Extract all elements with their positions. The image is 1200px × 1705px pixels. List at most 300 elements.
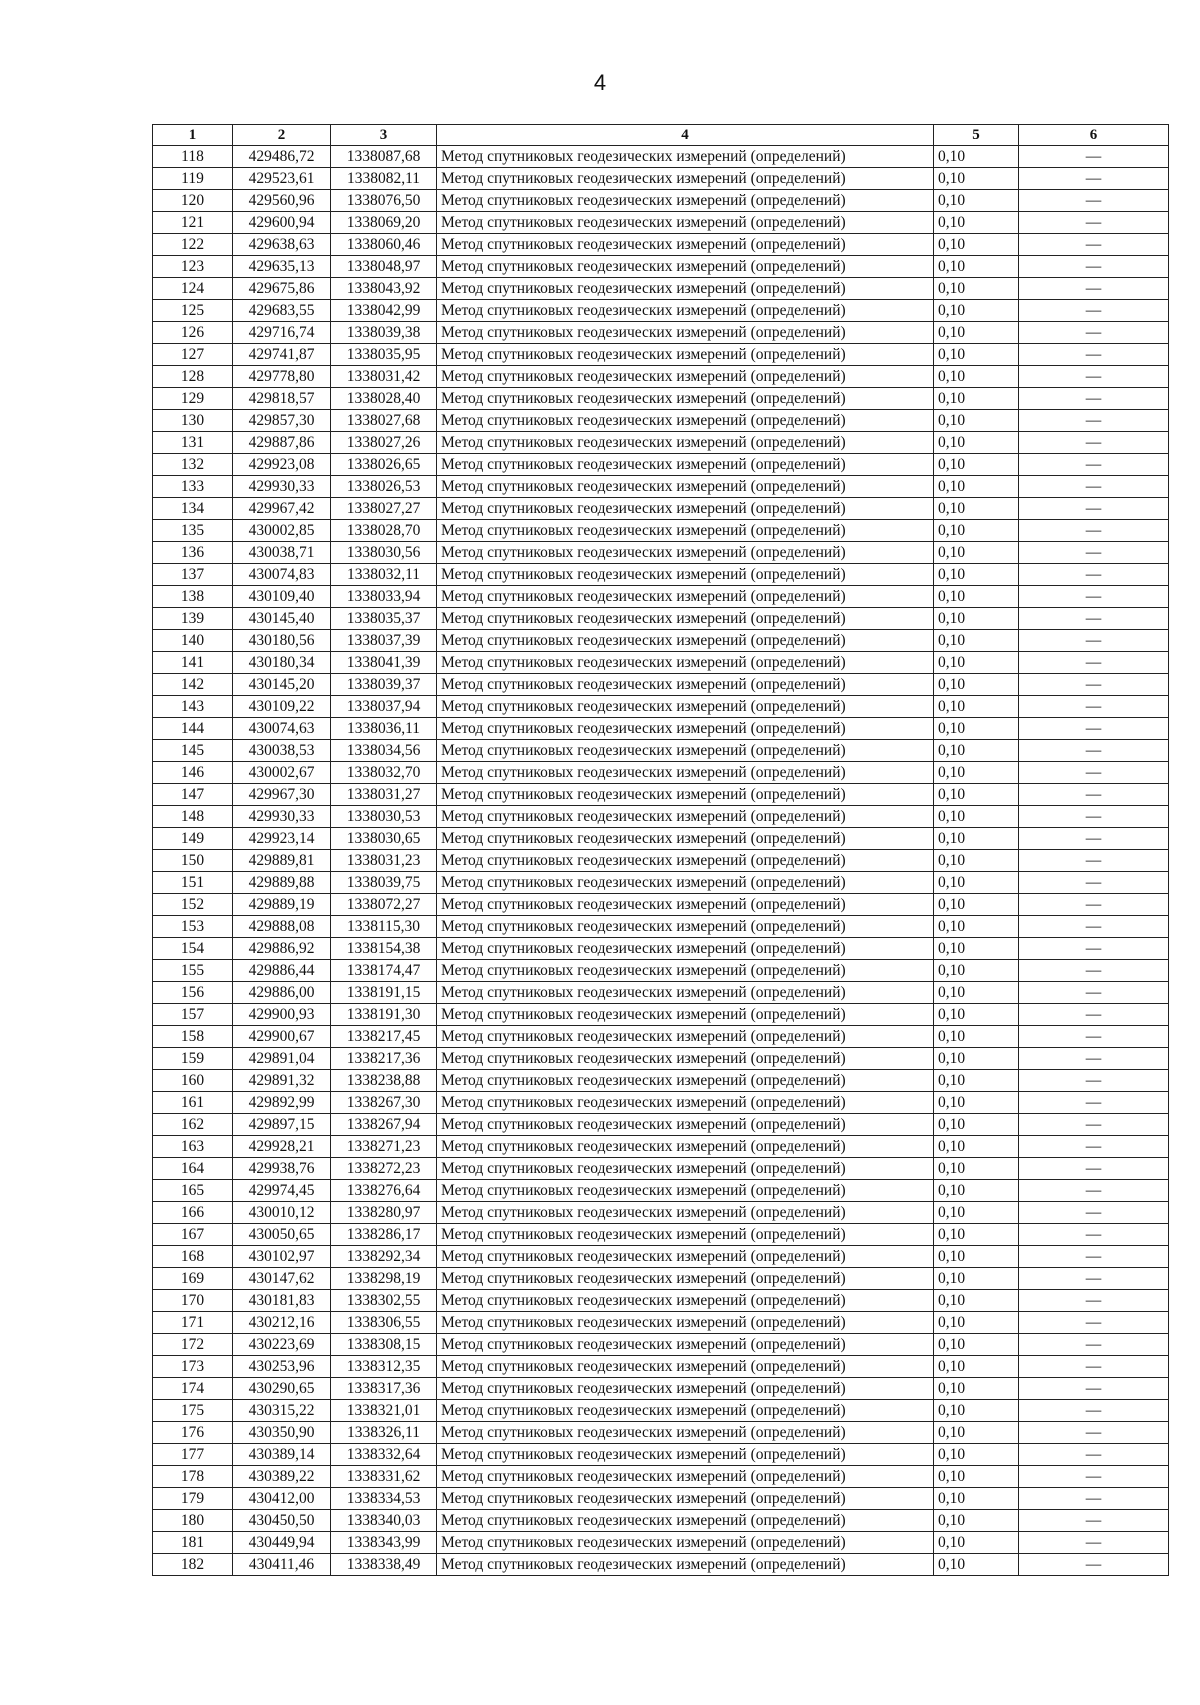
accuracy-cell: 0,10 — [934, 1290, 1019, 1312]
x-coordinate-cell: 429900,67 — [233, 1026, 331, 1048]
x-coordinate-cell: 430350,90 — [233, 1422, 331, 1444]
x-coordinate-cell: 429923,08 — [233, 454, 331, 476]
method-cell: Метод спутниковых геодезических измерений (определений) — [437, 476, 934, 498]
method-cell: Метод спутниковых геодезических измерений (определений) — [437, 1202, 934, 1224]
method-cell: Метод спутниковых геодезических измерений (определений) — [437, 1048, 934, 1070]
note-cell: — — [1019, 300, 1169, 322]
column-header: 2 — [233, 125, 331, 146]
table-row — [153, 388, 1169, 410]
method-cell: Метод спутниковых геодезических измерений (определений) — [437, 740, 934, 762]
method-cell: Метод спутниковых геодезических измерений (определений) — [437, 718, 934, 740]
x-coordinate-cell: 430002,67 — [233, 762, 331, 784]
y-coordinate-cell: 1338191,30 — [331, 1004, 437, 1026]
table-row — [153, 322, 1169, 344]
method-cell: Метод спутниковых геодезических измерений (определений) — [437, 322, 934, 344]
point-number-cell: 182 — [153, 1554, 233, 1576]
note-cell: — — [1019, 938, 1169, 960]
accuracy-cell: 0,10 — [934, 476, 1019, 498]
method-cell: Метод спутниковых геодезических измерений (определений) — [437, 586, 934, 608]
method-cell: Метод спутниковых геодезических измерений (определений) — [437, 696, 934, 718]
y-coordinate-cell: 1338154,38 — [331, 938, 437, 960]
x-coordinate-cell: 430102,97 — [233, 1246, 331, 1268]
y-coordinate-cell: 1338238,88 — [331, 1070, 437, 1092]
method-cell: Метод спутниковых геодезических измерений (определений) — [437, 1554, 934, 1576]
table-row — [153, 476, 1169, 498]
y-coordinate-cell: 1338280,97 — [331, 1202, 437, 1224]
note-cell: — — [1019, 784, 1169, 806]
method-cell: Метод спутниковых геодезических измерений (определений) — [437, 894, 934, 916]
note-cell: — — [1019, 1400, 1169, 1422]
y-coordinate-cell: 1338271,23 — [331, 1136, 437, 1158]
method-cell: Метод спутниковых геодезических измерений (определений) — [437, 410, 934, 432]
method-cell: Метод спутниковых геодезических измерений (определений) — [437, 344, 934, 366]
accuracy-cell: 0,10 — [934, 278, 1019, 300]
point-number-cell: 124 — [153, 278, 233, 300]
point-number-cell: 181 — [153, 1532, 233, 1554]
point-number-cell: 178 — [153, 1466, 233, 1488]
header-row — [153, 125, 1169, 146]
accuracy-cell: 0,10 — [934, 806, 1019, 828]
y-coordinate-cell: 1338031,23 — [331, 850, 437, 872]
accuracy-cell: 0,10 — [934, 1180, 1019, 1202]
x-coordinate-cell: 429900,93 — [233, 1004, 331, 1026]
accuracy-cell: 0,10 — [934, 696, 1019, 718]
y-coordinate-cell: 1338321,01 — [331, 1400, 437, 1422]
note-cell: — — [1019, 454, 1169, 476]
table-row — [153, 1400, 1169, 1422]
note-cell: — — [1019, 366, 1169, 388]
x-coordinate-cell: 430050,65 — [233, 1224, 331, 1246]
point-number-cell: 163 — [153, 1136, 233, 1158]
table-row — [153, 498, 1169, 520]
table-row — [153, 784, 1169, 806]
x-coordinate-cell: 429892,99 — [233, 1092, 331, 1114]
note-cell: — — [1019, 1070, 1169, 1092]
accuracy-cell: 0,10 — [934, 762, 1019, 784]
y-coordinate-cell: 1338317,36 — [331, 1378, 437, 1400]
table-row — [153, 828, 1169, 850]
table-row — [153, 1510, 1169, 1532]
x-coordinate-cell: 430074,83 — [233, 564, 331, 586]
note-cell: — — [1019, 212, 1169, 234]
y-coordinate-cell: 1338030,53 — [331, 806, 437, 828]
note-cell: — — [1019, 344, 1169, 366]
method-cell: Метод спутниковых геодезических измерений (определений) — [437, 388, 934, 410]
table-row — [153, 982, 1169, 1004]
point-number-cell: 169 — [153, 1268, 233, 1290]
method-cell: Метод спутниковых геодезических измерений (определений) — [437, 916, 934, 938]
note-cell: — — [1019, 1092, 1169, 1114]
note-cell: — — [1019, 1180, 1169, 1202]
column-header: 5 — [934, 125, 1019, 146]
note-cell: — — [1019, 1004, 1169, 1026]
note-cell: — — [1019, 1312, 1169, 1334]
note-cell: — — [1019, 1026, 1169, 1048]
table-row — [153, 146, 1169, 168]
note-cell: — — [1019, 1290, 1169, 1312]
point-number-cell: 165 — [153, 1180, 233, 1202]
note-cell: — — [1019, 1466, 1169, 1488]
table-row — [153, 1224, 1169, 1246]
point-number-cell: 179 — [153, 1488, 233, 1510]
method-cell: Метод спутниковых геодезических измерений (определений) — [437, 1158, 934, 1180]
point-number-cell: 125 — [153, 300, 233, 322]
y-coordinate-cell: 1338267,94 — [331, 1114, 437, 1136]
table-row — [153, 1114, 1169, 1136]
point-number-cell: 157 — [153, 1004, 233, 1026]
coordinates-table — [152, 124, 1169, 1576]
x-coordinate-cell: 429967,30 — [233, 784, 331, 806]
x-coordinate-cell: 429891,04 — [233, 1048, 331, 1070]
method-cell: Метод спутниковых геодезических измерений (определений) — [437, 652, 934, 674]
note-cell: — — [1019, 256, 1169, 278]
x-coordinate-cell: 429928,21 — [233, 1136, 331, 1158]
accuracy-cell: 0,10 — [934, 1070, 1019, 1092]
note-cell: — — [1019, 1158, 1169, 1180]
accuracy-cell: 0,10 — [934, 322, 1019, 344]
method-cell: Метод спутниковых геодезических измерений (определений) — [437, 1422, 934, 1444]
note-cell: — — [1019, 1136, 1169, 1158]
y-coordinate-cell: 1338087,68 — [331, 146, 437, 168]
accuracy-cell: 0,10 — [934, 388, 1019, 410]
x-coordinate-cell: 430290,65 — [233, 1378, 331, 1400]
method-cell: Метод спутниковых геодезических измерений (определений) — [437, 146, 934, 168]
y-coordinate-cell: 1338082,11 — [331, 168, 437, 190]
accuracy-cell: 0,10 — [934, 454, 1019, 476]
method-cell: Метод спутниковых геодезических измерений (определений) — [437, 1334, 934, 1356]
accuracy-cell: 0,10 — [934, 344, 1019, 366]
y-coordinate-cell: 1338217,36 — [331, 1048, 437, 1070]
table-row — [153, 938, 1169, 960]
method-cell: Метод спутниковых геодезических измерений (определений) — [437, 806, 934, 828]
point-number-cell: 180 — [153, 1510, 233, 1532]
method-cell: Метод спутниковых геодезических измерений (определений) — [437, 1488, 934, 1510]
note-cell: — — [1019, 1048, 1169, 1070]
y-coordinate-cell: 1338035,37 — [331, 608, 437, 630]
table-row — [153, 520, 1169, 542]
x-coordinate-cell: 430389,14 — [233, 1444, 331, 1466]
point-number-cell: 173 — [153, 1356, 233, 1378]
note-cell: — — [1019, 1268, 1169, 1290]
accuracy-cell: 0,10 — [934, 410, 1019, 432]
y-coordinate-cell: 1338272,23 — [331, 1158, 437, 1180]
y-coordinate-cell: 1338115,30 — [331, 916, 437, 938]
method-cell: Метод спутниковых геодезических измерений (определений) — [437, 1510, 934, 1532]
note-cell: — — [1019, 1488, 1169, 1510]
table-row — [153, 1246, 1169, 1268]
method-cell: Метод спутниковых геодезических измерений (определений) — [437, 498, 934, 520]
x-coordinate-cell: 429930,33 — [233, 476, 331, 498]
accuracy-cell: 0,10 — [934, 608, 1019, 630]
y-coordinate-cell: 1338306,55 — [331, 1312, 437, 1334]
y-coordinate-cell: 1338028,70 — [331, 520, 437, 542]
note-cell: — — [1019, 1532, 1169, 1554]
method-cell: Метод спутниковых геодезических измерений (определений) — [437, 366, 934, 388]
method-cell: Метод спутниковых геодезических измерений (определений) — [437, 564, 934, 586]
column-header: 6 — [1019, 125, 1169, 146]
y-coordinate-cell: 1338060,46 — [331, 234, 437, 256]
y-coordinate-cell: 1338338,49 — [331, 1554, 437, 1576]
x-coordinate-cell: 429675,86 — [233, 278, 331, 300]
table-row — [153, 1312, 1169, 1334]
x-coordinate-cell: 429889,81 — [233, 850, 331, 872]
note-cell: — — [1019, 608, 1169, 630]
table-row — [153, 300, 1169, 322]
y-coordinate-cell: 1338035,95 — [331, 344, 437, 366]
method-cell: Метод спутниковых геодезических измерений (определений) — [437, 1136, 934, 1158]
y-coordinate-cell: 1338276,64 — [331, 1180, 437, 1202]
y-coordinate-cell: 1338340,03 — [331, 1510, 437, 1532]
x-coordinate-cell: 429523,61 — [233, 168, 331, 190]
table-row — [153, 1202, 1169, 1224]
x-coordinate-cell: 430223,69 — [233, 1334, 331, 1356]
note-cell: — — [1019, 982, 1169, 1004]
note-cell: — — [1019, 432, 1169, 454]
point-number-cell: 162 — [153, 1114, 233, 1136]
point-number-cell: 136 — [153, 542, 233, 564]
note-cell: — — [1019, 1246, 1169, 1268]
note-cell: — — [1019, 872, 1169, 894]
point-number-cell: 154 — [153, 938, 233, 960]
x-coordinate-cell: 429741,87 — [233, 344, 331, 366]
table-row — [153, 1026, 1169, 1048]
y-coordinate-cell: 1338298,19 — [331, 1268, 437, 1290]
table-row — [153, 718, 1169, 740]
accuracy-cell: 0,10 — [934, 630, 1019, 652]
table-row — [153, 960, 1169, 982]
point-number-cell: 133 — [153, 476, 233, 498]
accuracy-cell: 0,10 — [934, 1312, 1019, 1334]
table-row — [153, 652, 1169, 674]
method-cell: Метод спутниковых геодезических измерений (определений) — [437, 1378, 934, 1400]
y-coordinate-cell: 1338292,34 — [331, 1246, 437, 1268]
point-number-cell: 135 — [153, 520, 233, 542]
note-cell: — — [1019, 1510, 1169, 1532]
y-coordinate-cell: 1338072,27 — [331, 894, 437, 916]
method-cell: Метод спутниковых геодезических измерений (определений) — [437, 1246, 934, 1268]
y-coordinate-cell: 1338343,99 — [331, 1532, 437, 1554]
table-row — [153, 212, 1169, 234]
note-cell: — — [1019, 630, 1169, 652]
accuracy-cell: 0,10 — [934, 850, 1019, 872]
point-number-cell: 172 — [153, 1334, 233, 1356]
y-coordinate-cell: 1338326,11 — [331, 1422, 437, 1444]
y-coordinate-cell: 1338217,45 — [331, 1026, 437, 1048]
note-cell: — — [1019, 476, 1169, 498]
method-cell: Метод спутниковых геодезических измерений (определений) — [437, 1026, 934, 1048]
y-coordinate-cell: 1338174,47 — [331, 960, 437, 982]
note-cell: — — [1019, 674, 1169, 696]
point-number-cell: 153 — [153, 916, 233, 938]
y-coordinate-cell: 1338030,65 — [331, 828, 437, 850]
table-row — [153, 1356, 1169, 1378]
method-cell: Метод спутниковых геодезических измерений (определений) — [437, 1268, 934, 1290]
table-row — [153, 1466, 1169, 1488]
y-coordinate-cell: 1338031,42 — [331, 366, 437, 388]
table-row — [153, 256, 1169, 278]
x-coordinate-cell: 430074,63 — [233, 718, 331, 740]
accuracy-cell: 0,10 — [934, 586, 1019, 608]
point-number-cell: 120 — [153, 190, 233, 212]
method-cell: Метод спутниковых геодезических измерений (определений) — [437, 872, 934, 894]
table-row — [153, 1444, 1169, 1466]
table-row — [153, 1092, 1169, 1114]
note-cell: — — [1019, 718, 1169, 740]
method-cell: Метод спутниковых геодезических измерений (определений) — [437, 982, 934, 1004]
method-cell: Метод спутниковых геодезических измерений (определений) — [437, 1114, 934, 1136]
table-row — [153, 1180, 1169, 1202]
point-number-cell: 168 — [153, 1246, 233, 1268]
y-coordinate-cell: 1338312,35 — [331, 1356, 437, 1378]
point-number-cell: 174 — [153, 1378, 233, 1400]
column-header: 1 — [153, 125, 233, 146]
x-coordinate-cell: 430038,71 — [233, 542, 331, 564]
method-cell: Метод спутниковых геодезических измерений (определений) — [437, 1356, 934, 1378]
x-coordinate-cell: 430411,46 — [233, 1554, 331, 1576]
x-coordinate-cell: 429635,13 — [233, 256, 331, 278]
y-coordinate-cell: 1338069,20 — [331, 212, 437, 234]
table-row — [153, 674, 1169, 696]
accuracy-cell: 0,10 — [934, 1092, 1019, 1114]
table-row — [153, 1334, 1169, 1356]
y-coordinate-cell: 1338302,55 — [331, 1290, 437, 1312]
accuracy-cell: 0,10 — [934, 520, 1019, 542]
table-row — [153, 630, 1169, 652]
note-cell: — — [1019, 234, 1169, 256]
column-header: 3 — [331, 125, 437, 146]
note-cell: — — [1019, 520, 1169, 542]
x-coordinate-cell: 429938,76 — [233, 1158, 331, 1180]
accuracy-cell: 0,10 — [934, 1268, 1019, 1290]
y-coordinate-cell: 1338037,94 — [331, 696, 437, 718]
point-number-cell: 149 — [153, 828, 233, 850]
note-cell: — — [1019, 850, 1169, 872]
x-coordinate-cell: 429891,32 — [233, 1070, 331, 1092]
x-coordinate-cell: 430147,62 — [233, 1268, 331, 1290]
accuracy-cell: 0,10 — [934, 1202, 1019, 1224]
accuracy-cell: 0,10 — [934, 1246, 1019, 1268]
y-coordinate-cell: 1338030,56 — [331, 542, 437, 564]
y-coordinate-cell: 1338191,15 — [331, 982, 437, 1004]
x-coordinate-cell: 430180,34 — [233, 652, 331, 674]
accuracy-cell: 0,10 — [934, 982, 1019, 1004]
accuracy-cell: 0,10 — [934, 938, 1019, 960]
method-cell: Метод спутниковых геодезических измерений (определений) — [437, 1224, 934, 1246]
table-row — [153, 542, 1169, 564]
method-cell: Метод спутниковых геодезических измерений (определений) — [437, 278, 934, 300]
accuracy-cell: 0,10 — [934, 1356, 1019, 1378]
table-row — [153, 1158, 1169, 1180]
note-cell: — — [1019, 806, 1169, 828]
note-cell: — — [1019, 278, 1169, 300]
accuracy-cell: 0,10 — [934, 1136, 1019, 1158]
note-cell: — — [1019, 1114, 1169, 1136]
x-coordinate-cell: 430038,53 — [233, 740, 331, 762]
point-number-cell: 160 — [153, 1070, 233, 1092]
point-number-cell: 139 — [153, 608, 233, 630]
table-row — [153, 1554, 1169, 1576]
accuracy-cell: 0,10 — [934, 1158, 1019, 1180]
point-number-cell: 138 — [153, 586, 233, 608]
point-number-cell: 164 — [153, 1158, 233, 1180]
note-cell: — — [1019, 388, 1169, 410]
accuracy-cell: 0,10 — [934, 542, 1019, 564]
accuracy-cell: 0,10 — [934, 1048, 1019, 1070]
method-cell: Метод спутниковых геодезических измерений (определений) — [437, 256, 934, 278]
accuracy-cell: 0,10 — [934, 300, 1019, 322]
table-row — [153, 234, 1169, 256]
method-cell: Метод спутниковых геодезических измерений (определений) — [437, 432, 934, 454]
point-number-cell: 156 — [153, 982, 233, 1004]
table-row — [153, 1070, 1169, 1092]
y-coordinate-cell: 1338032,11 — [331, 564, 437, 586]
x-coordinate-cell: 430450,50 — [233, 1510, 331, 1532]
y-coordinate-cell: 1338048,97 — [331, 256, 437, 278]
note-cell: — — [1019, 762, 1169, 784]
note-cell: — — [1019, 916, 1169, 938]
point-number-cell: 175 — [153, 1400, 233, 1422]
table-row — [153, 1268, 1169, 1290]
point-number-cell: 129 — [153, 388, 233, 410]
accuracy-cell: 0,10 — [934, 1554, 1019, 1576]
method-cell: Метод спутниковых геодезических измерений (определений) — [437, 1290, 934, 1312]
x-coordinate-cell: 429778,80 — [233, 366, 331, 388]
x-coordinate-cell: 429886,92 — [233, 938, 331, 960]
table-row — [153, 872, 1169, 894]
table-row — [153, 1532, 1169, 1554]
method-cell: Метод спутниковых геодезических измерений (определений) — [437, 300, 934, 322]
y-coordinate-cell: 1338026,65 — [331, 454, 437, 476]
table-row — [153, 190, 1169, 212]
y-coordinate-cell: 1338028,40 — [331, 388, 437, 410]
x-coordinate-cell: 430109,22 — [233, 696, 331, 718]
point-number-cell: 132 — [153, 454, 233, 476]
accuracy-cell: 0,10 — [934, 498, 1019, 520]
x-coordinate-cell: 429857,30 — [233, 410, 331, 432]
note-cell: — — [1019, 322, 1169, 344]
point-number-cell: 166 — [153, 1202, 233, 1224]
note-cell: — — [1019, 498, 1169, 520]
note-cell: — — [1019, 168, 1169, 190]
table-row — [153, 1378, 1169, 1400]
y-coordinate-cell: 1338076,50 — [331, 190, 437, 212]
table-row — [153, 1136, 1169, 1158]
table-row — [153, 432, 1169, 454]
note-cell: — — [1019, 696, 1169, 718]
y-coordinate-cell: 1338039,37 — [331, 674, 437, 696]
x-coordinate-cell: 429886,44 — [233, 960, 331, 982]
accuracy-cell: 0,10 — [934, 1334, 1019, 1356]
method-cell: Метод спутниковых геодезических измерений (определений) — [437, 1092, 934, 1114]
note-cell: — — [1019, 1334, 1169, 1356]
point-number-cell: 159 — [153, 1048, 233, 1070]
point-number-cell: 123 — [153, 256, 233, 278]
y-coordinate-cell: 1338039,75 — [331, 872, 437, 894]
point-number-cell: 158 — [153, 1026, 233, 1048]
accuracy-cell: 0,10 — [934, 718, 1019, 740]
table-row — [153, 586, 1169, 608]
y-coordinate-cell: 1338332,64 — [331, 1444, 437, 1466]
accuracy-cell: 0,10 — [934, 1004, 1019, 1026]
x-coordinate-cell: 429486,72 — [233, 146, 331, 168]
table-row — [153, 1422, 1169, 1444]
method-cell: Метод спутниковых геодезических измерений (определений) — [437, 938, 934, 960]
accuracy-cell: 0,10 — [934, 1114, 1019, 1136]
x-coordinate-cell: 430010,12 — [233, 1202, 331, 1224]
y-coordinate-cell: 1338031,27 — [331, 784, 437, 806]
table-row — [153, 696, 1169, 718]
point-number-cell: 177 — [153, 1444, 233, 1466]
